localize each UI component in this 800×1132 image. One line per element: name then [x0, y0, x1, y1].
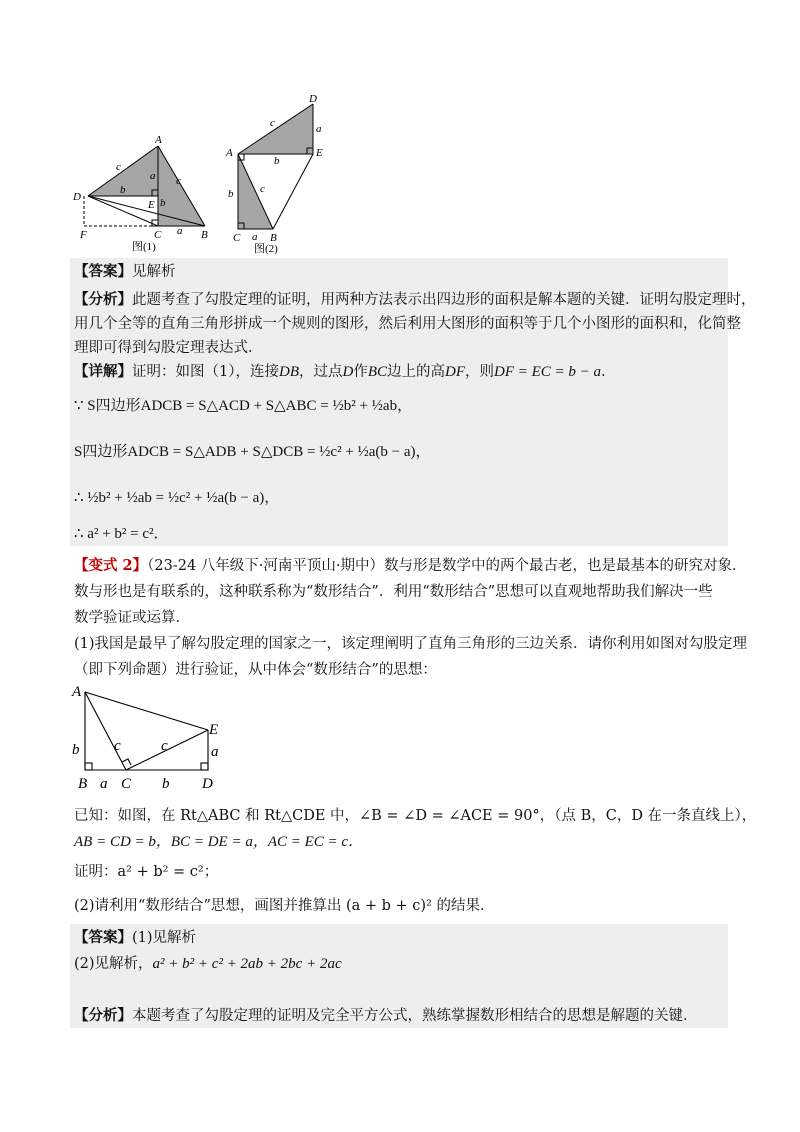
analysis-2-tag: 【分析】: [74, 1007, 132, 1024]
fig3-label-E: E: [209, 722, 219, 738]
fig2-label-E: E: [316, 147, 323, 159]
detail-1-step-4: ∴ a² + b² = c²．: [74, 526, 169, 542]
analysis-1-line-3: 理即可得到勾股定理表达式．: [74, 340, 263, 356]
fig1-label-A: A: [155, 134, 162, 146]
fig2-label-c1: c: [270, 117, 275, 129]
variant-2-tag: 【变式 2】: [74, 557, 148, 574]
fig1-label-c1: c: [116, 161, 121, 173]
fig1-label-E: E: [148, 199, 155, 211]
detail-1-tag: 【详解】: [74, 363, 132, 380]
fig2-label-a2: a: [252, 231, 258, 243]
analysis-1-line-1: 【分析】此题考查了勾股定理的证明，用两种方法表示出四边形的面积是解本题的关键．证明勾股定理时，: [74, 291, 756, 308]
fig1-label-C: C: [154, 229, 162, 241]
fig1-label-c2: c: [176, 175, 181, 187]
answer-1: [74, 262, 176, 282]
fig3-label-c2: c: [161, 738, 168, 754]
answer-2-tag: 【答案】: [74, 929, 132, 946]
answer-2-part-1: 【答案】(1)见解析: [74, 929, 197, 946]
detail-1-step-3: ∴ ½b² + ½ab = ½c² + ½a(b − a)，: [74, 490, 280, 506]
answer-1-tag: 【答案】: [74, 263, 132, 280]
fig3-label-D: D: [202, 776, 213, 792]
answer-1-text: 见解析: [132, 264, 176, 280]
detail-1-step-2: S四边形ADCB = S△ADB + S△DCB = ½c² + ½a(b − a)，: [74, 444, 431, 460]
fig3-label-b2: b: [162, 776, 170, 792]
fig3-label-c1: c: [114, 738, 121, 754]
fig1-label-B: B: [201, 229, 208, 241]
fig1-label-D: D: [73, 191, 81, 203]
fig2-label-a1: a: [316, 123, 322, 135]
fig3-label-B: B: [78, 776, 88, 792]
known-line-1: 已知：如图，在 Rt△ABC 和 Rt△CDE 中，∠B = ∠D = ∠ACE = 90°，（点 B，C，D 在一条直线上），: [74, 808, 757, 824]
fig2-caption: 图(2): [254, 243, 278, 255]
analysis-2: 【分析】本题考查了勾股定理的证明及完全平方公式，熟练掌握数形相结合的思想是解题的关键．: [74, 1007, 698, 1024]
question-1-line-2: （即下列命题）进行验证，从中体会“数形结合”的思想：: [74, 662, 437, 678]
analysis-1-tag: 【分析】: [74, 291, 132, 308]
fig2-label-c2: c: [260, 183, 265, 195]
fig2-label-D: D: [309, 93, 317, 105]
figure-3: [70, 682, 230, 794]
fig1-label-b1: b: [120, 184, 126, 196]
fig3-label-C: C: [121, 776, 132, 792]
variant-2-line-3: 数学验证或运算．: [74, 610, 190, 626]
fig3-label-a2: a: [211, 744, 219, 760]
detail-1-step-1: ∵ S四边形ADCB = S△ACD + S△ABC = ½b² + ½ab，: [74, 398, 413, 414]
question-1-line-1: (1)我国是最早了解勾股定理的国家之一，该定理阐明了直角三角形的三边关系．请你利用如图对勾股定理: [74, 636, 748, 652]
fig2-label-b2: b: [228, 188, 234, 200]
fig3-label-b1: b: [72, 742, 80, 758]
variant-2-line-1: 【变式 2】（23-24 八年级下·河南平顶山·期中）数与形是数学中的两个最古老，也是最基本的研究对象．: [74, 557, 747, 574]
fig1-label-F: F: [80, 229, 87, 241]
fig2-label-B: B: [270, 232, 277, 244]
fig2-label-A: A: [226, 147, 233, 159]
answer-2-part-2: (2)见解析，a² + b² + c² + 2ab + 2bc + 2ac: [74, 956, 342, 972]
fig1-label-a1: a: [150, 170, 156, 182]
fig2-label-C: C: [233, 232, 241, 244]
fig1-label-b2: b: [160, 197, 166, 209]
analysis-1-line-2: 用几个全等的直角三角形拼成一个规则的图形，然后利用大图形的面积等于几个小图形的面积和，化简整: [74, 316, 741, 332]
detail-1-intro: 【详解】证明：如图（1），连接DB，过点D作BC边上的高DF，则DF = EC = b − a．: [74, 363, 616, 380]
prove-statement: 证明：a² + b² = c²；: [74, 864, 219, 880]
figure-1: [70, 130, 220, 255]
known-line-2: AB = CD = b，BC = DE = a，AC = EC = c．: [74, 834, 364, 850]
figure-2: [222, 92, 332, 255]
fig1-caption: 图(1): [132, 241, 156, 253]
fig3-label-A: A: [72, 684, 82, 700]
question-2: (2)请利用“数形结合”思想，画图并推算出 (a + b + c)² 的结果．: [74, 898, 495, 914]
variant-2-line-2: 数与形也是有联系的，这种联系称为“数形结合”．利用“数形结合”思想可以直观地帮助我们解决一些: [74, 584, 713, 600]
fig1-label-a2: a: [177, 225, 183, 237]
fig3-label-a1: a: [100, 776, 108, 792]
fig2-label-b1: b: [274, 155, 280, 167]
